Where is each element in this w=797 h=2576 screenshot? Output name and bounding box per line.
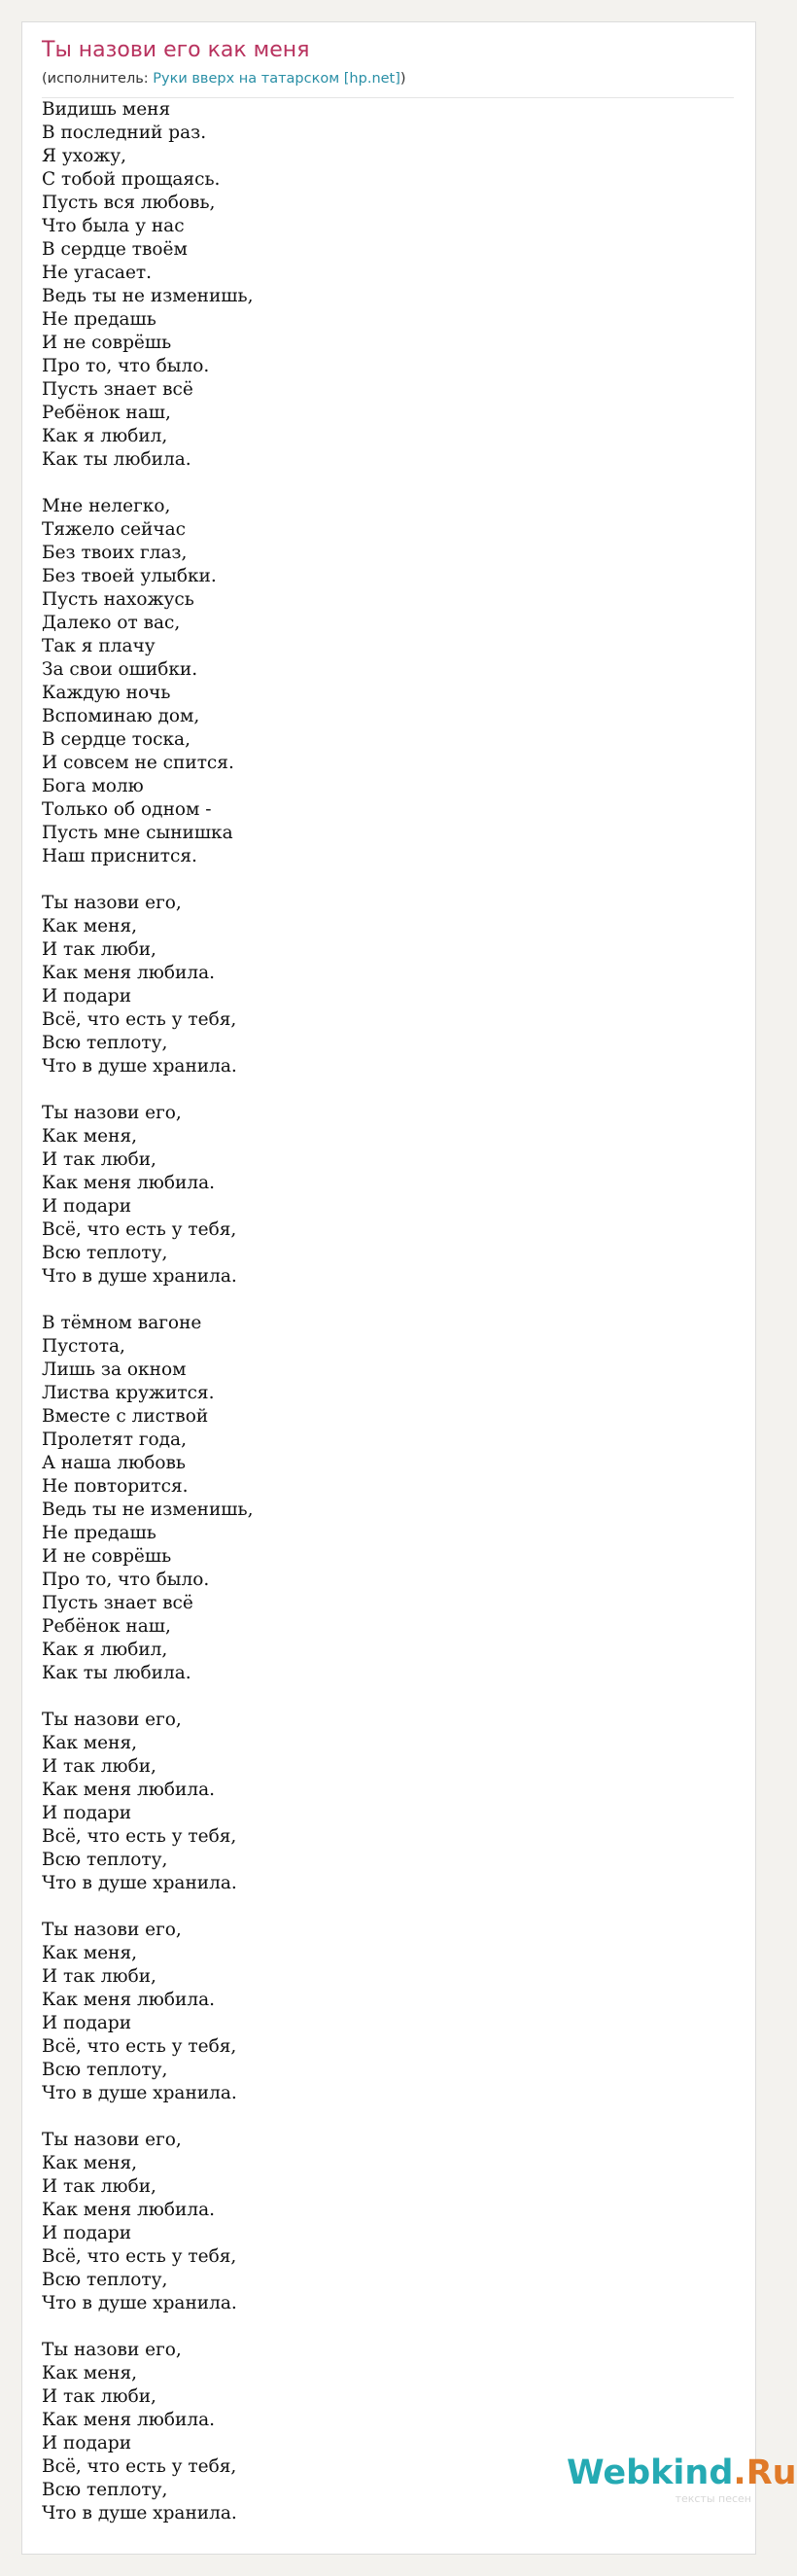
lyric-line: И так люби, bbox=[42, 1149, 156, 1170]
lyric-line: Что в душе хранила. bbox=[42, 2293, 237, 2313]
lyrics-body bbox=[42, 98, 722, 2525]
lyric-line: И подари bbox=[42, 2013, 132, 2033]
lyric-line: Как я любил, bbox=[42, 1640, 168, 1660]
lyric-line: Как меня, bbox=[42, 1126, 138, 1147]
lyric-line: Как меня, bbox=[42, 916, 138, 936]
lyric-line: Всю теплоту, bbox=[42, 2270, 168, 2290]
lyric-line: Про то, что было. bbox=[42, 1570, 210, 1590]
lyrics-card bbox=[21, 21, 797, 2555]
lyric-line: Вместе с листвой bbox=[42, 1406, 209, 1427]
lyric-line: Всё, что есть у тебя, bbox=[42, 1219, 237, 1240]
lyric-line: Пусть знает всё bbox=[42, 1593, 193, 1613]
lyrics-stanza bbox=[42, 1312, 722, 1685]
lyric-line: Всю теплоту, bbox=[42, 1033, 168, 1053]
lyric-line: Что в душе хранила. bbox=[42, 1266, 237, 1287]
lyrics-stanza bbox=[42, 1919, 722, 2105]
lyric-line: За свои ошибки. bbox=[42, 659, 198, 680]
lyric-line: Всю теплоту, bbox=[42, 1243, 168, 1263]
lyric-line: И так люби, bbox=[42, 2386, 156, 2407]
lyric-line: Ты назови его, bbox=[42, 2340, 182, 2360]
logo-domain-suffix: .Ru bbox=[733, 2453, 797, 2492]
lyric-line: Далеко от вас, bbox=[42, 613, 181, 633]
lyric-line: Каждую ночь bbox=[42, 683, 171, 703]
lyric-line: В тёмном вагоне bbox=[42, 1313, 202, 1333]
lyric-line: Всё, что есть у тебя, bbox=[42, 2036, 237, 2057]
lyric-line: И так люби, bbox=[42, 2176, 156, 2197]
logo-wordmark bbox=[567, 2453, 797, 2492]
lyric-line: И подари bbox=[42, 1196, 132, 1217]
lyric-line: Всю теплоту, bbox=[42, 1850, 168, 1870]
lyric-line: Что в душе хранила. bbox=[42, 2503, 237, 2523]
lyric-line: Без твоих глаз, bbox=[42, 543, 188, 563]
lyric-line: Пусть вся любовь, bbox=[42, 193, 216, 213]
lyric-line: Мне нелегко, bbox=[42, 496, 171, 516]
lyric-line: Пусть нахожусь bbox=[42, 589, 194, 610]
lyric-line: Всю теплоту, bbox=[42, 2480, 168, 2500]
lyric-line: Как ты любила. bbox=[42, 1663, 191, 1683]
lyric-line: Пусть мне сынишка bbox=[42, 823, 233, 843]
lyric-line: Как меня, bbox=[42, 2153, 138, 2173]
lyric-line: Что в душе хранила. bbox=[42, 1873, 237, 1893]
lyric-line: Всю теплоту, bbox=[42, 2060, 168, 2080]
artist-link[interactable]: Руки вверх на татарском [hp.net] bbox=[153, 71, 400, 87]
webkind-logo[interactable] bbox=[567, 2453, 797, 2506]
lyric-line: Всё, что есть у тебя, bbox=[42, 2456, 237, 2477]
lyric-line: И подари bbox=[42, 2433, 132, 2453]
lyrics-stanza bbox=[42, 892, 722, 1078]
lyric-line: И совсем не спится. bbox=[42, 753, 234, 773]
lyric-line: Ребёнок наш, bbox=[42, 1616, 171, 1637]
lyric-line: И подари bbox=[42, 2223, 132, 2243]
lyric-line: И не соврёшь bbox=[42, 1546, 172, 1567]
lyric-line: Всё, что есть у тебя, bbox=[42, 2246, 237, 2267]
lyric-line: Не повторится. bbox=[42, 1476, 189, 1497]
lyric-line: Бога молю bbox=[42, 776, 144, 796]
lyrics-stanza bbox=[42, 98, 722, 472]
lyric-line: Что в душе хранила. bbox=[42, 2083, 237, 2103]
lyric-line: Ведь ты не изменишь, bbox=[42, 1500, 254, 1520]
lyric-line: И так люби, bbox=[42, 1756, 156, 1777]
lyric-line: В последний раз. bbox=[42, 123, 207, 143]
lyric-line: Наш приснится. bbox=[42, 846, 197, 866]
lyric-line: Без твоей улыбки. bbox=[42, 566, 217, 586]
lyric-line: Так я плачу bbox=[42, 636, 156, 656]
lyric-line: И подари bbox=[42, 1803, 132, 1823]
lyric-line: Что была у нас bbox=[42, 216, 185, 236]
lyric-line: Пустота, bbox=[42, 1336, 125, 1357]
lyric-line: Как я любил, bbox=[42, 426, 168, 446]
lyric-line: Я ухожу, bbox=[42, 146, 127, 166]
lyric-line: Как меня любила. bbox=[42, 2410, 215, 2430]
lyric-line: Как меня, bbox=[42, 1733, 138, 1753]
logo-main-text: Webkind bbox=[567, 2453, 734, 2492]
lyric-line: И не соврёшь bbox=[42, 333, 172, 353]
lyrics-stanza bbox=[42, 2129, 722, 2315]
lyric-line: Видишь меня bbox=[42, 99, 171, 120]
song-title: Ты назови его как меня bbox=[42, 38, 310, 62]
lyric-line: Вспоминаю дом, bbox=[42, 706, 200, 726]
lyric-line: Не предашь bbox=[42, 309, 156, 330]
lyric-line: Как меня любила. bbox=[42, 1990, 215, 2010]
lyric-line: Всё, что есть у тебя, bbox=[42, 1009, 237, 1030]
artist-suffix: ) bbox=[399, 71, 406, 87]
lyrics-stanza bbox=[42, 1709, 722, 1895]
artist-line bbox=[42, 69, 406, 88]
lyrics-stanza bbox=[42, 495, 722, 868]
lyric-line: Листва кружится. bbox=[42, 1383, 215, 1403]
lyric-line: Как меня любила. bbox=[42, 1173, 215, 1193]
lyrics-stanza bbox=[42, 1102, 722, 1288]
lyric-line: Ведь ты не изменишь, bbox=[42, 286, 254, 306]
lyric-line: Ты назови его, bbox=[42, 1920, 182, 1940]
lyric-line: Как ты любила. bbox=[42, 449, 191, 470]
artist-prefix: (исполнитель: bbox=[42, 71, 154, 87]
lyric-line: Только об одном - bbox=[42, 799, 212, 820]
lyric-line: Тяжело сейчас bbox=[42, 519, 187, 540]
lyric-line: И подари bbox=[42, 986, 132, 1006]
lyric-line: Лишь за окном bbox=[42, 1359, 187, 1380]
lyric-line: Как меня любила. bbox=[42, 963, 215, 983]
lyric-line: Ты назови его, bbox=[42, 2130, 182, 2150]
lyric-line: Про то, что было. bbox=[42, 356, 210, 376]
lyric-line: Ребёнок наш, bbox=[42, 403, 171, 423]
lyric-line: Пусть знает всё bbox=[42, 379, 193, 400]
lyric-line: Ты назови его, bbox=[42, 1103, 182, 1123]
lyric-line: В сердце тоска, bbox=[42, 729, 191, 750]
lyric-line: С тобой прощаясь. bbox=[42, 169, 221, 190]
lyric-line: Как меня, bbox=[42, 2363, 138, 2383]
lyric-line: И так люби, bbox=[42, 1966, 156, 1987]
lyric-line: Что в душе хранила. bbox=[42, 1056, 237, 1076]
lyric-line: Как меня любила. bbox=[42, 1780, 215, 1800]
lyric-line: Как меня, bbox=[42, 1943, 138, 1963]
logo-tagline: тексты песен bbox=[675, 2492, 751, 2505]
lyric-line: Не предашь bbox=[42, 1523, 156, 1543]
lyric-line: А наша любовь bbox=[42, 1453, 186, 1473]
lyric-line: Ты назови его, bbox=[42, 1710, 182, 1730]
lyric-line: В сердце твоём bbox=[42, 239, 188, 260]
lyric-line: Как меня любила. bbox=[42, 2200, 215, 2220]
lyric-line: Ты назови его, bbox=[42, 893, 182, 913]
lyric-line: Пролетят года, bbox=[42, 1429, 187, 1450]
lyric-line: Всё, что есть у тебя, bbox=[42, 1826, 237, 1847]
lyric-line: И так люби, bbox=[42, 939, 156, 960]
lyric-line: Не угасает. bbox=[42, 263, 153, 283]
